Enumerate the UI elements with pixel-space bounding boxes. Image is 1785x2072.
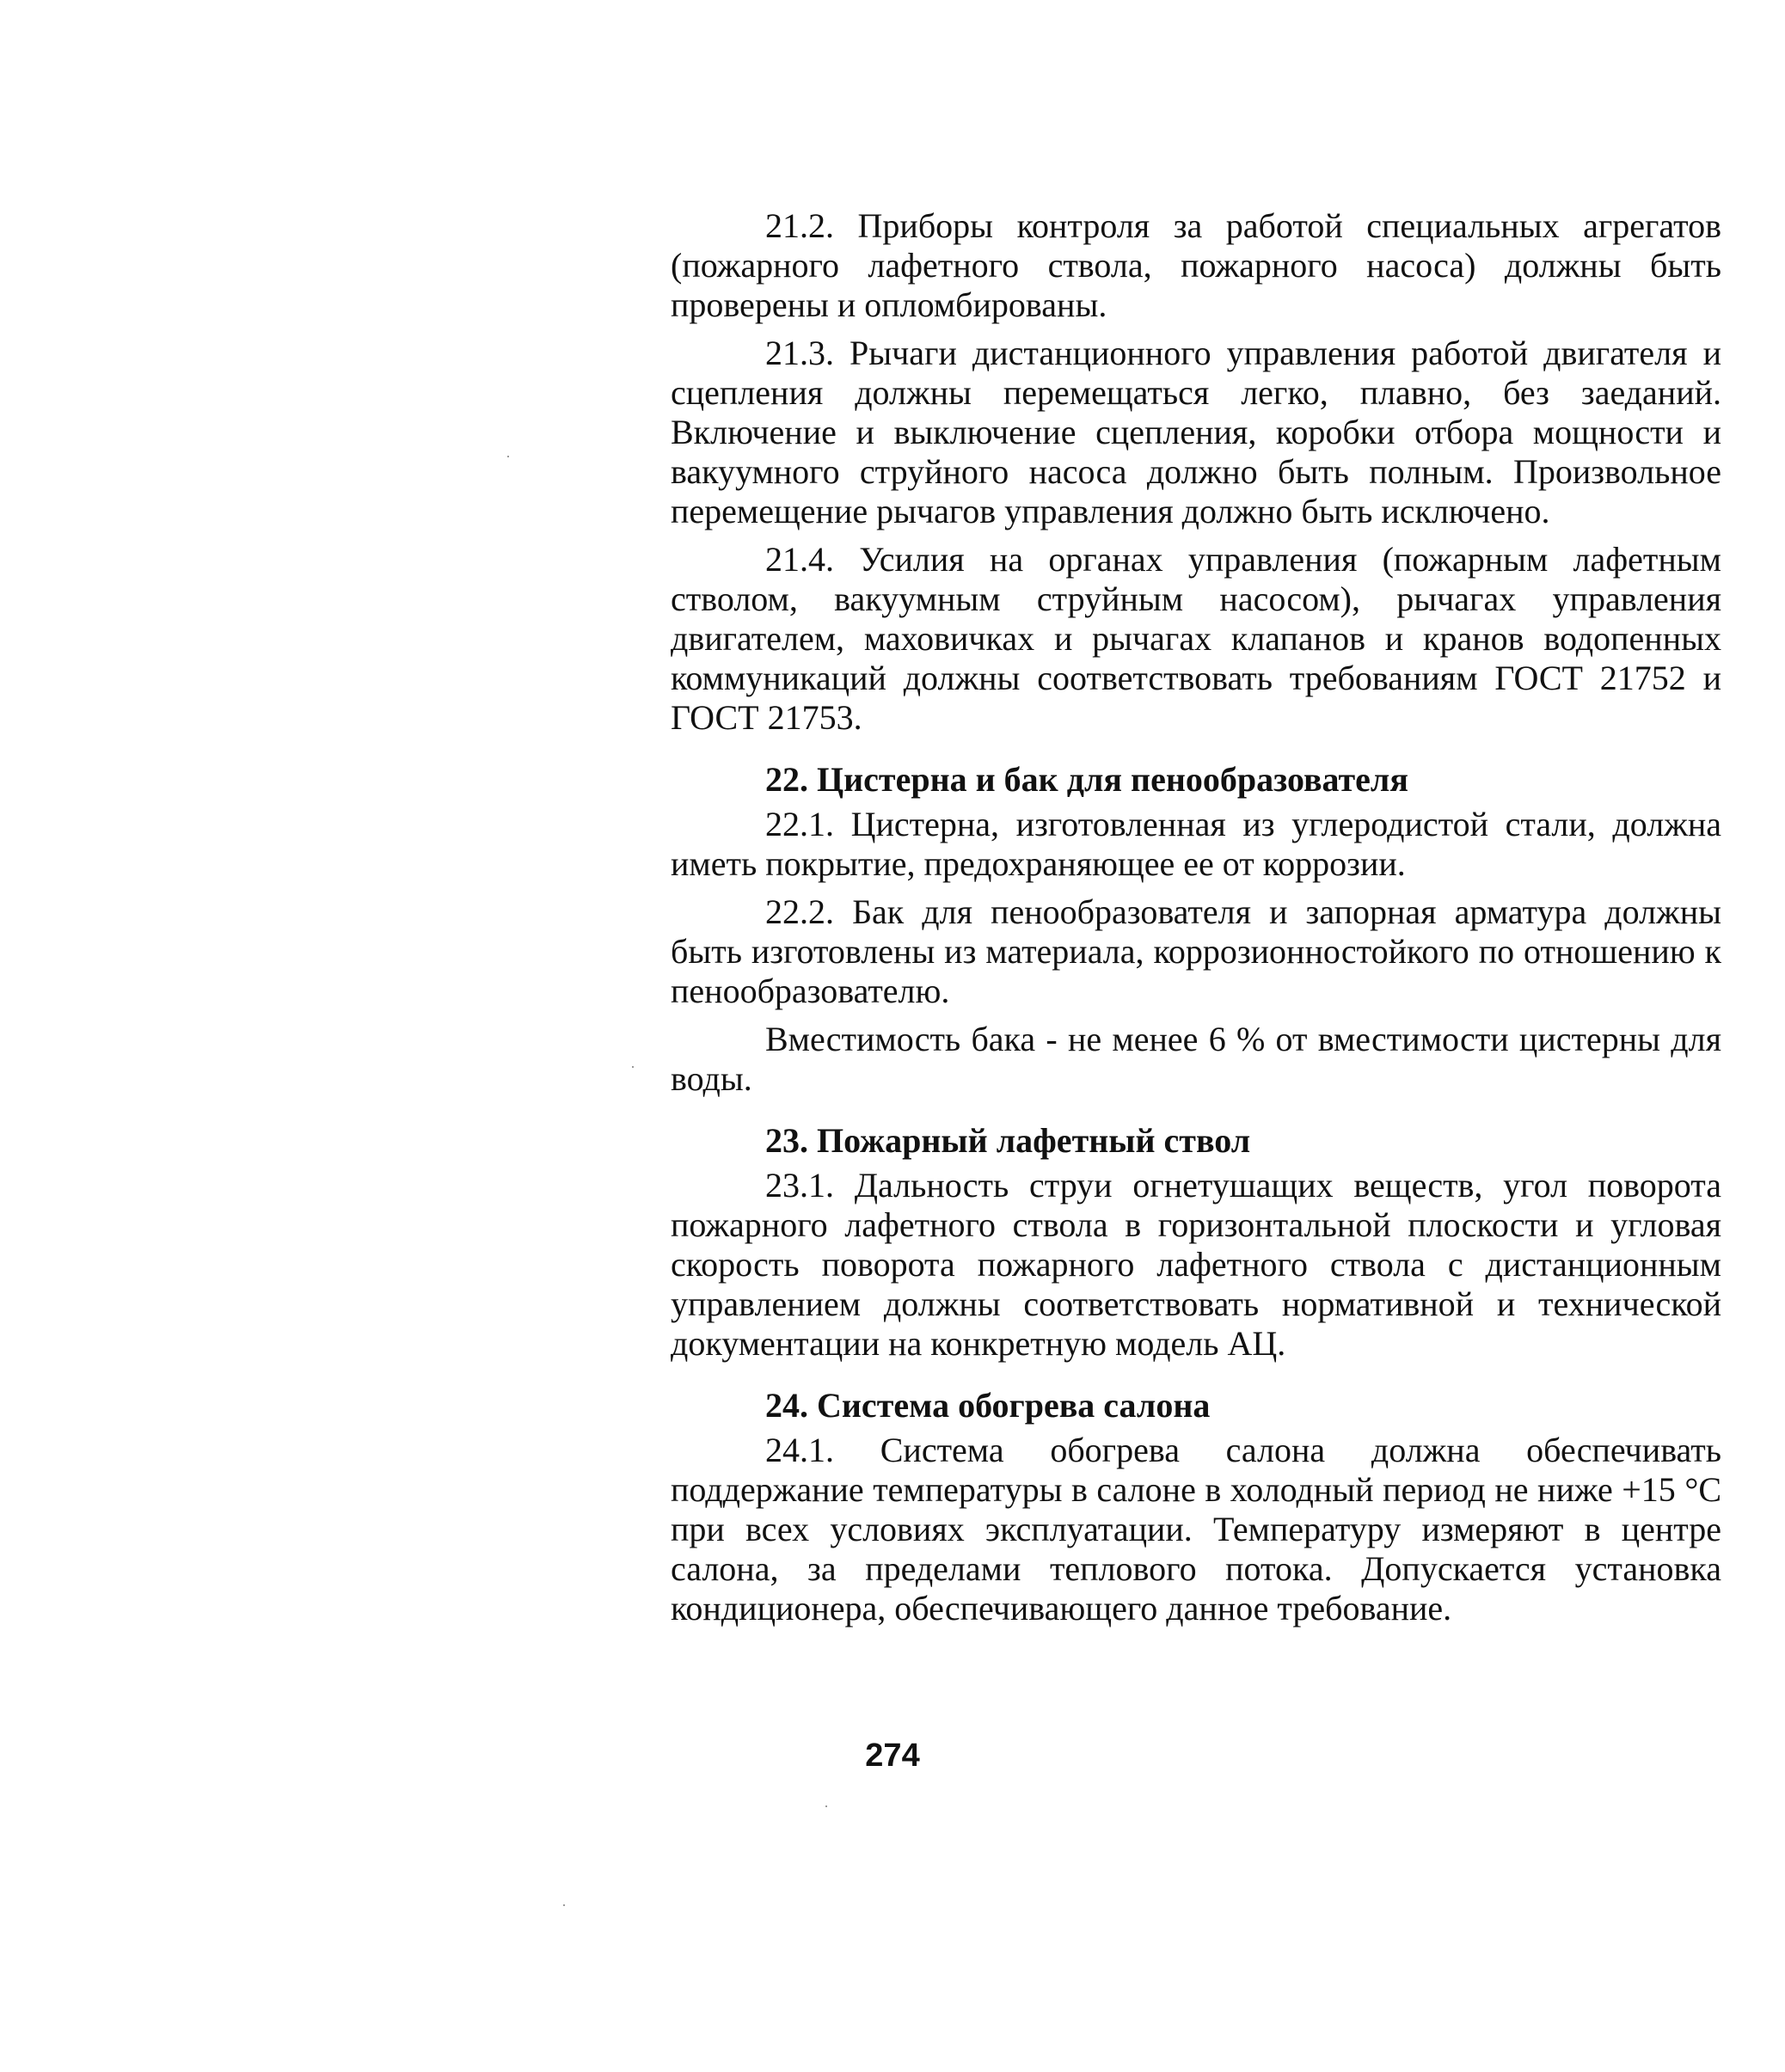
section-heading-22: 22. Цистерна и бак для пенообразователя xyxy=(765,760,1409,799)
document-body xyxy=(671,206,1721,1637)
paragraph-24-1: 24.1. Система обогрева салона должна обеспечивать поддержание температуры в салоне в холодный период не ниже +15 °С при всех условиях эксплуатации. Температуру измеряют в центре салона, за пределами теплового потока. Допускается установка кондиционера, обеспечивающего данное требование. xyxy=(671,1431,1721,1628)
paragraph-tank-capacity: Вместимость бака - не менее 6 % от вместимости цистерны для воды. xyxy=(671,1020,1721,1098)
section-heading-24: 24. Система обогрева салона xyxy=(765,1386,1211,1425)
scan-speck xyxy=(507,456,509,457)
section-heading-23: 23. Пожарный лафетный ствол xyxy=(765,1121,1251,1160)
paragraph-21-4: 21.4. Усилия на органах управления (пожарным лафетным стволом, вакуумным струйным насосом), рычагах управления двигателем, маховичках и рычагах клапанов и кранов водопенных коммуникаций должны соответствовать требованиям ГОСТ 21752 и ГОСТ 21753. xyxy=(671,540,1721,737)
scan-speck xyxy=(563,1904,565,1906)
paragraph-21-2: 21.2. Приборы контроля за работой специальных агрегатов (пожарного лафетного ствола, пожарного насоса) должны быть проверены и опломбированы. xyxy=(671,206,1721,324)
page-number: 274 xyxy=(865,1738,920,1774)
paragraph-22-1: 22.1. Цистерна, изготовленная из углеродистой стали, должна иметь покрытие, предохраняющее ее от коррозии. xyxy=(671,805,1721,883)
paragraph-23-1: 23.1. Дальность струи огнетушащих веществ, угол поворота пожарного лафетного ствола в горизонтальной плоскости и угловая скорость поворота пожарного лафетного ствола с дистанционным управлением должны соответствовать нормативной и технической документации на конкретную модель АЦ. xyxy=(671,1166,1721,1363)
paragraph-21-3: 21.3. Рычаги дистанционного управления работой двигателя и сцепления должны перемещаться легко, плавно, без заеданий. Включение и выключение сцепления, коробки отбора мощности и вакуумного струйного насоса должно быть полным. Произвольное перемещение рычагов управления должно быть исключено. xyxy=(671,334,1721,530)
paragraph-22-2: 22.2. Бак для пенообразователя и запорная арматура должны быть изготовлены из материала, коррозионностойкого по отношению к пенообразователю. xyxy=(671,892,1721,1010)
scan-speck xyxy=(632,1066,634,1068)
scan-speck xyxy=(825,1805,827,1807)
